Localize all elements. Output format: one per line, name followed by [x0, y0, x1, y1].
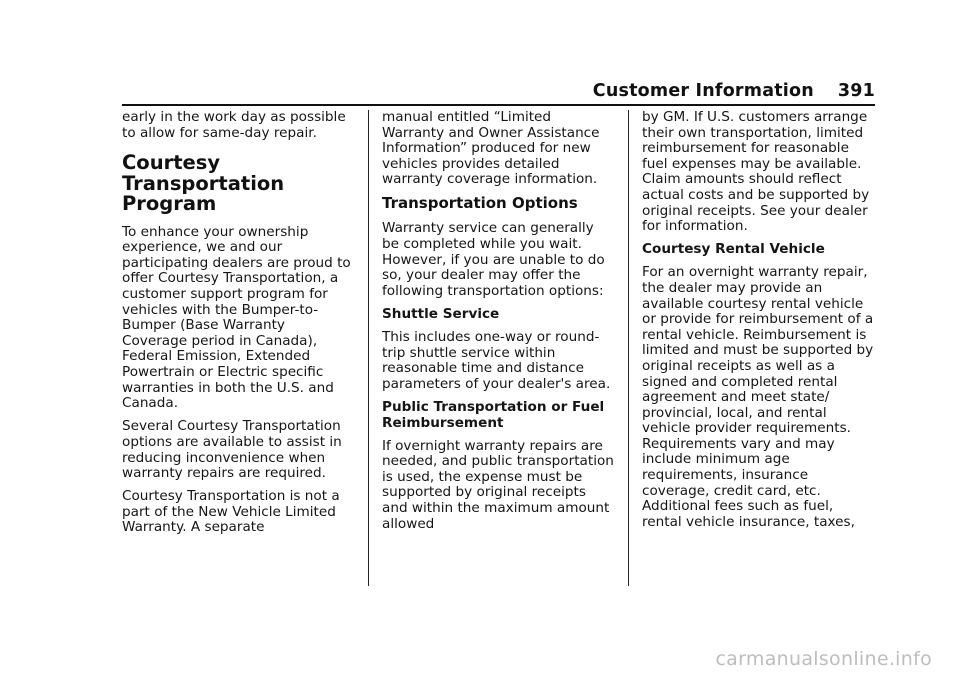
- paragraph: To enhance your ownership experience, we and our participating dealers are proud to offer Courtesy Transportation, a customer support program for vehicles with the Bumper-to-Bumper (Base Warranty Coverage period in Canada), Federal Emission, Extended Powertrain or Electric specific warranties in both the U.S. and Canada.: [122, 223, 351, 412]
- column-3: [642, 110, 874, 538]
- column-1: [122, 110, 354, 543]
- paragraph: Warranty service can generally be completed while you wait. However, if you are unable to do so, your dealer may offer the following transportation options:: [382, 220, 605, 299]
- page-header: [122, 81, 875, 101]
- section-title: Customer Information: [592, 81, 814, 101]
- paragraph: Courtesy Transportation is not a part of the New Vehicle Limited Warranty. A separate: [122, 488, 340, 536]
- run-in-heading-courtesy-rental-vehicle: Courtesy Rental Vehicle: [642, 241, 825, 258]
- paragraph: early in the work day as possible to allow for same-day repair.: [122, 109, 346, 141]
- paragraph: by GM. If U.S. customers arrange their own transportation, limited reimbursement for reasonable fuel expenses may be available. Claim amounts should reflect actual costs and be supported by original receipts. See your dealer for information.: [642, 109, 870, 235]
- header-rule: [122, 104, 875, 106]
- run-in-heading-shuttle-service: Shuttle Service: [382, 305, 500, 322]
- paragraph: For an overnight warranty repair, the dealer may provide an available courtesy rental vehicle or provide for reimbursement of a rental vehicle. Reimbursement is limited and must be supported by original receipts as well as a signed and completed rental agreement and meet state/ provincial, local, and rental vehicle provider requirements. Requirements vary and may include minimum age requirements, insurance coverage, credit card, etc. Additional fees such as fuel, rental vehicle insurance, taxes,: [642, 264, 874, 530]
- column-divider: [628, 110, 629, 586]
- paragraph: manual entitled “Limited Warranty and Owner Assistance Information” produced for new vehicles provides detailed warranty coverage information.: [382, 109, 600, 188]
- paragraph: Several Courtesy Transportation options are available to assist in reducing inconvenience when warranty repairs are required.: [122, 418, 342, 482]
- run-in-heading-public-transportation: Public Transportation or Fuel Reimbursement: [382, 398, 605, 431]
- subheading-transportation-options: Transportation Options: [382, 194, 578, 213]
- watermark-text: carmanualsonline.info: [715, 648, 932, 670]
- column-2: [382, 110, 614, 540]
- section-heading-courtesy-transportation: Courtesy Transportation Program: [122, 151, 285, 216]
- page-number: 391: [837, 81, 875, 101]
- column-divider: [368, 110, 369, 586]
- paragraph: If overnight warranty repairs are needed, and public transportation is used, the expense must be supported by original receipts and within the maximum amount allowed: [382, 437, 614, 532]
- paragraph: This includes one-way or round-trip shuttle service within reasonable time and distance parameters of your dealer's area.: [382, 329, 611, 392]
